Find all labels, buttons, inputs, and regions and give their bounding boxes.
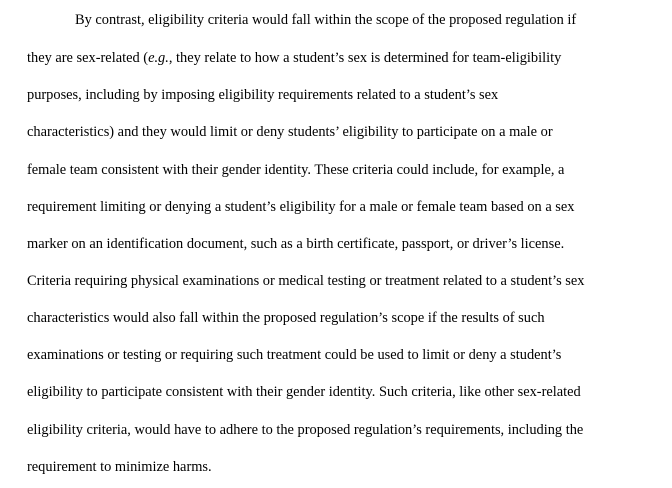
paragraph-line-13: requirement to minimize harms. bbox=[27, 459, 212, 475]
paragraph-line-7: marker on an identification document, such as a birth certificate, passport, or driver’s license. bbox=[27, 236, 565, 252]
paragraph-line-2-emphasis: e.g. bbox=[148, 50, 169, 66]
paragraph-line-6: requirement limiting or denying a student’s eligibility for a male or female team based on a sex bbox=[27, 199, 575, 215]
paragraph-line-12: eligibility criteria, would have to adhere to the proposed regulation’s requirements, including the bbox=[27, 422, 584, 438]
paragraph-line-8: Criteria requiring physical examinations or medical testing or treatment related to a student’s sex bbox=[27, 273, 585, 289]
paragraph-line-9: characteristics would also fall within the proposed regulation’s scope if the results of such bbox=[27, 310, 545, 326]
paragraph-line-2 bbox=[27, 48, 561, 68]
paragraph-line-11: eligibility to participate consistent with their gender identity. Such criteria, like other sex-related bbox=[27, 384, 581, 400]
paragraph-line-10: examinations or testing or requiring such treatment could be used to limit or deny a student’s bbox=[27, 347, 562, 363]
paragraph-line-5: female team consistent with their gender identity. These criteria could include, for example, a bbox=[27, 162, 565, 178]
paragraph-line-3: purposes, including by imposing eligibility requirements related to a student’s sex bbox=[27, 87, 499, 103]
paragraph-line-2-start: they are sex-related ( bbox=[27, 50, 149, 66]
paragraph-line-1: By contrast, eligibility criteria would fall within the scope of the proposed regulation if bbox=[75, 12, 577, 28]
paragraph-line-4: characteristics) and they would limit or deny students’ eligibility to participate on a male or bbox=[27, 124, 553, 140]
paragraph-line-2-end: , they relate to how a student’s sex is determined for team-eligibility bbox=[168, 50, 562, 66]
